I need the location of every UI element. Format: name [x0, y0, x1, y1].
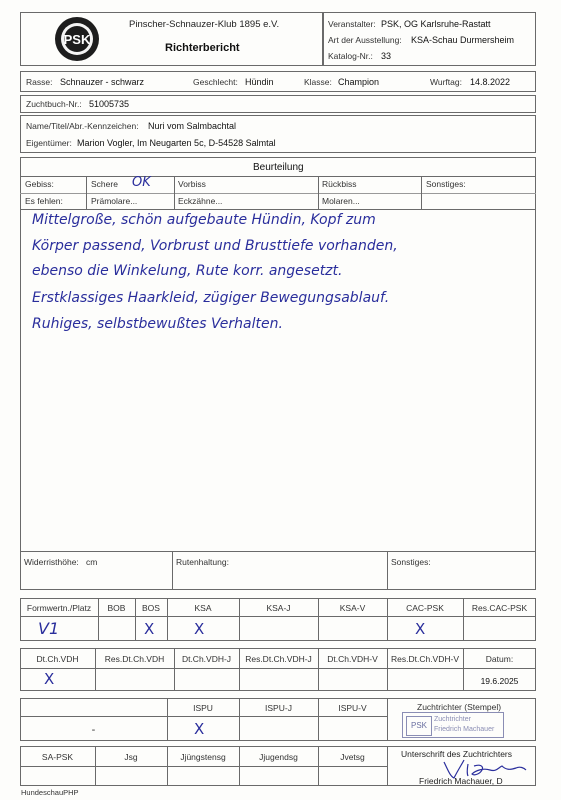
- grade-header-dt-ch-j: Dt.Ch.VDH-J: [181, 654, 232, 664]
- stamp-line-1: Zuchtrichter: [434, 716, 471, 723]
- assessment-text-line-5: Ruhiges, selbstbewußtes Verhalten.: [32, 316, 283, 332]
- assessment-text-line-4: Erstklassiges Haarkleid, zügiger Bewegungsablauf.: [32, 290, 390, 306]
- assessment-text-line-3: ebenso die Winkelung, Rute korr. angesetzt.: [32, 263, 343, 279]
- grade-header-dt-ch-v: Dt.Ch.VDH-V: [327, 654, 378, 664]
- grade-value-dash: -: [91, 724, 96, 736]
- grade-header-res-dt-ch-j: Res.Dt.Ch.VDH-J: [245, 654, 312, 664]
- height-unit: cm: [86, 557, 98, 567]
- catalog-label: Katalog-Nr.:: [328, 51, 373, 61]
- grade-header-ksa-j: KSA-J: [266, 603, 291, 613]
- signature-label: Unterschrift des Zuchtrichters: [401, 749, 513, 759]
- breed-label: Rasse:: [26, 77, 53, 87]
- grade-header-res-cac: Res.CAC-PSK: [471, 603, 528, 613]
- name-label: Name/Titel/Abr.-Kennzeichen:: [26, 121, 139, 131]
- judge-stamp: [402, 712, 504, 738]
- show-type-value: KSA-Schau Durmersheim: [411, 35, 515, 45]
- judge-name: Friedrich Machauer, D: [419, 776, 503, 786]
- grade-mark-bos: X: [144, 620, 155, 638]
- show-type-label: Art der Ausstellung:: [328, 35, 402, 45]
- grade-header-sa-psk: SA-PSK: [41, 752, 74, 762]
- rueckbiss-label: Rückbiss: [322, 179, 357, 189]
- grade-header-jsg: Jsg: [124, 752, 138, 762]
- organizer-value: PSK, OG Karlsruhe-Rastatt: [381, 19, 491, 29]
- grade-header-bob: BOB: [107, 603, 126, 613]
- assessment-title: Beurteilung: [253, 162, 304, 173]
- praemolare-label: Prämolare...: [91, 196, 138, 206]
- sex-value: Hündin: [245, 77, 274, 87]
- catalog-value: 33: [381, 51, 392, 61]
- grade-header-jvetsg: Jvetsg: [340, 752, 365, 762]
- breed-value: Schnauzer - schwarz: [60, 77, 145, 87]
- grade-header-res-dt-ch: Res.Dt.Ch.VDH: [104, 654, 165, 664]
- assessment-text-line-1: Mittelgroße, schön aufgebaute Hündin, Kopf zum: [32, 212, 376, 228]
- report-title: Richterbericht: [165, 42, 240, 54]
- litter-label: Wurftag:: [430, 77, 462, 87]
- organizer-label: Veranstalter:: [328, 19, 376, 29]
- sex-label: Geschlecht:: [193, 77, 238, 87]
- grade-header-dt-ch: Dt.Ch.VDH: [36, 654, 79, 664]
- grade-header-res-dt-ch-v: Res.Dt.Ch.VDH-V: [390, 654, 459, 664]
- studbook-label: Zuchtbuch-Nr.:: [26, 99, 82, 109]
- litter-value: 14.8.2022: [470, 77, 511, 87]
- grade-header-bos: BOS: [142, 603, 160, 613]
- eckzaehne-label: Eckzähne...: [178, 196, 223, 206]
- other-label: Sonstiges:: [391, 557, 431, 567]
- class-value: Champion: [338, 77, 380, 87]
- class-label: Klasse:: [304, 77, 332, 87]
- assessment-text-line-2: Körper passend, Vorbrust und Brusttiefe vorhanden,: [32, 238, 398, 254]
- es-fehlen-label: Es fehlen:: [25, 196, 63, 206]
- gebiss-label: Gebiss:: [25, 179, 54, 189]
- club-name: Pinscher-Schnauzer-Klub 1895 e.V.: [129, 19, 280, 30]
- schere-mark: OK: [132, 175, 151, 190]
- stamp-logo: PSK: [406, 716, 432, 736]
- grade-header-ksa-v: KSA-V: [339, 603, 366, 613]
- grade-header-ispu-v: ISPU-V: [338, 703, 367, 713]
- club-logo: [54, 16, 100, 62]
- schere-label: Schere: [91, 179, 118, 189]
- name-value: Nuri vom Salmbachtal: [148, 121, 237, 131]
- grade-mark-ksa: X: [194, 620, 205, 638]
- owner-label: Eigentümer:: [26, 138, 72, 148]
- date-label: Datum:: [485, 654, 514, 664]
- owner-value: Marion Vogler, Im Neugarten 5c, D-54528 Salmtal: [77, 138, 276, 148]
- stamp-line-2: Friedrich Machauer: [434, 726, 495, 733]
- grade-mark-cac: X: [415, 620, 426, 638]
- judge-stamp-label: Zuchtrichter (Stempel): [417, 702, 502, 712]
- grade-header-cac: CAC-PSK: [406, 603, 444, 613]
- grade-mark-dt-ch: X: [44, 670, 55, 688]
- svg-text:PSK: PSK: [63, 32, 91, 47]
- grade-mark-ispu: X: [194, 720, 205, 738]
- grade-header-formwert: Formwertn./Platz: [26, 603, 92, 613]
- grade-header-jjugendsg: Jjugendsg: [259, 752, 298, 762]
- grade-header-ksa: KSA: [194, 603, 212, 613]
- grade-header-ispu: ISPU: [193, 703, 213, 713]
- grade-header-jjuengstensg: Jjüngstensg: [180, 752, 226, 762]
- tail-label: Rutenhaltung:: [176, 557, 229, 567]
- vorbiss-label: Vorbiss: [178, 179, 206, 189]
- footer-text: HundeschauPHP: [21, 788, 79, 797]
- molaren-label: Molaren...: [322, 196, 360, 206]
- grade-header-ispu-j: ISPU-J: [265, 703, 292, 713]
- date-value: 19.6.2025: [480, 676, 519, 686]
- studbook-value: 51005735: [89, 99, 130, 109]
- sonstiges-label: Sonstiges:: [426, 179, 466, 189]
- height-label: Widerristhöhe:: [24, 557, 79, 567]
- grade-value-formwert: V1: [38, 619, 60, 638]
